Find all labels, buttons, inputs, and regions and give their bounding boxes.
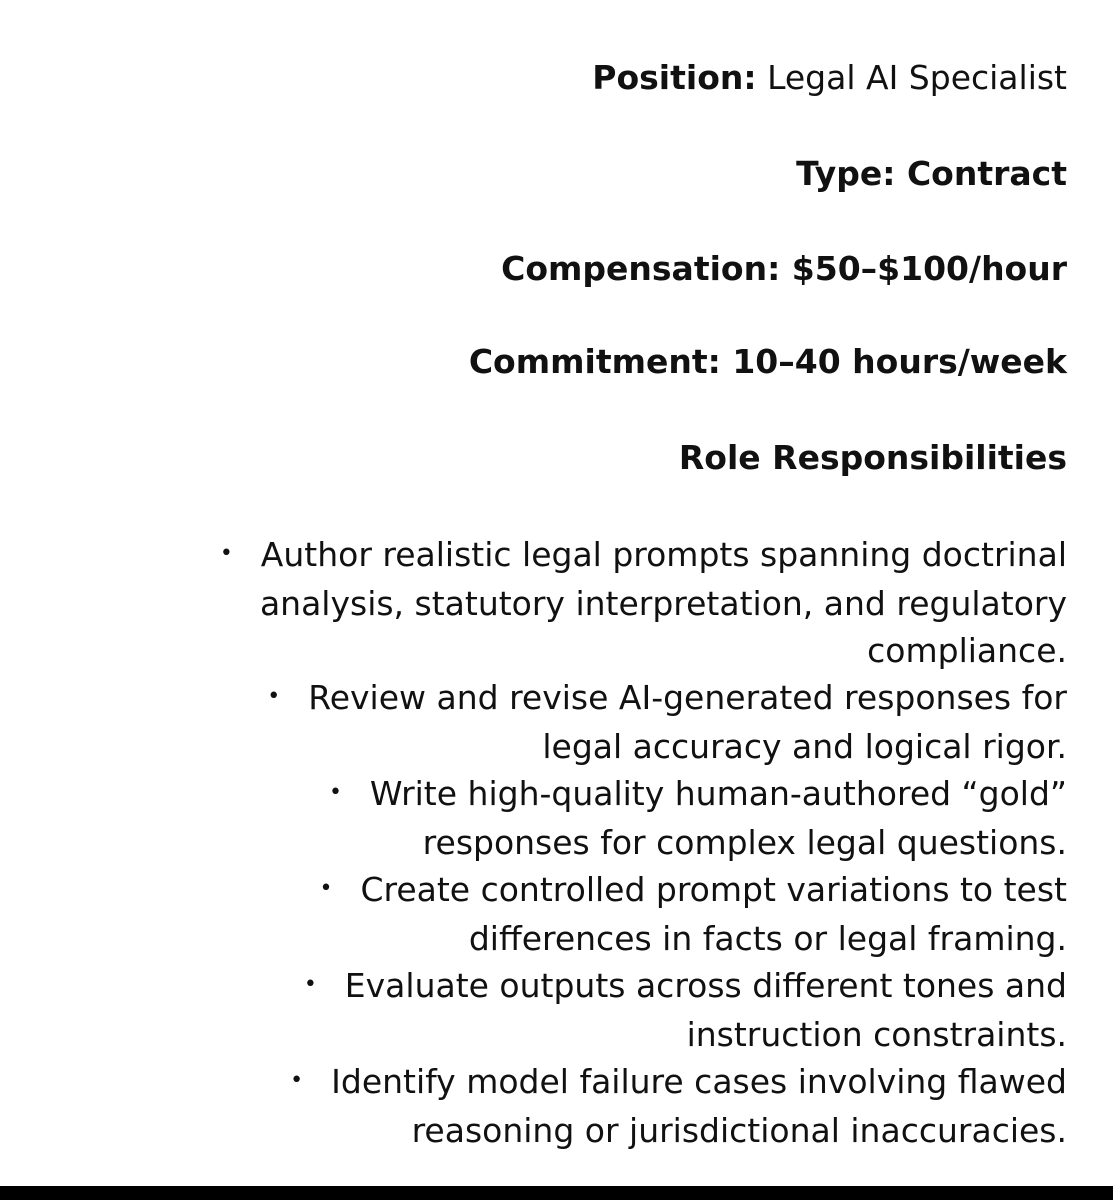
list-item (67, 674, 1067, 770)
list-item-text: reasoning or jurisdictional inaccuracies. (411, 1111, 1067, 1150)
list-item-text: Identify model failure cases involving flawed (331, 1062, 1067, 1101)
position-label: Position: (592, 58, 757, 97)
compensation-label: Compensation: (501, 249, 781, 288)
list-item-text: Review and revise AI-generated responses for (308, 678, 1067, 717)
bottom-bar (0, 1186, 1113, 1200)
type-field (796, 154, 1067, 194)
list-item-text: instruction constraints. (686, 1015, 1067, 1054)
bullet-icon: • (319, 876, 333, 901)
position-field (592, 58, 1067, 98)
list-item-text: Evaluate outputs across different tones and (344, 966, 1067, 1005)
list-item (67, 1058, 1067, 1154)
bullet-icon: • (290, 1068, 304, 1093)
role-heading: Role Responsibilities (678, 438, 1067, 477)
list-item (67, 531, 1067, 674)
position-value: Legal AI Specialist (767, 58, 1067, 97)
list-item-text: Create controlled prompt variations to test (360, 870, 1067, 909)
compensation-value: $50–$100/hour (791, 249, 1067, 288)
list-item-text: analysis, statutory interpretation, and regulatory (259, 584, 1067, 623)
list-item-text: responses for complex legal questions. (422, 823, 1067, 862)
type-value: Contract (906, 154, 1067, 193)
bullet-icon: • (303, 972, 317, 997)
type-label: Type: (796, 154, 896, 193)
list-item-text: differences in facts or legal framing. (468, 919, 1067, 958)
list-item-text: Write high-quality human-authored “gold” (369, 774, 1067, 813)
list-item-text: compliance. (867, 631, 1067, 670)
list-item (67, 866, 1067, 962)
bullet-icon: • (267, 684, 281, 709)
commitment-value: 10–40 hours/week (732, 342, 1067, 381)
bullet-icon: • (328, 780, 342, 805)
compensation-field (501, 249, 1067, 289)
bullet-icon: • (219, 541, 233, 566)
list-item (67, 962, 1067, 1058)
list-item-text: legal accuracy and logical rigor. (542, 727, 1067, 766)
list-item-text: Author realistic legal prompts spanning doctrinal (260, 535, 1067, 574)
list-item (67, 770, 1067, 866)
commitment-label: Commitment: (468, 342, 721, 381)
commitment-field (469, 342, 1067, 382)
responsibilities-list (67, 531, 1067, 1154)
